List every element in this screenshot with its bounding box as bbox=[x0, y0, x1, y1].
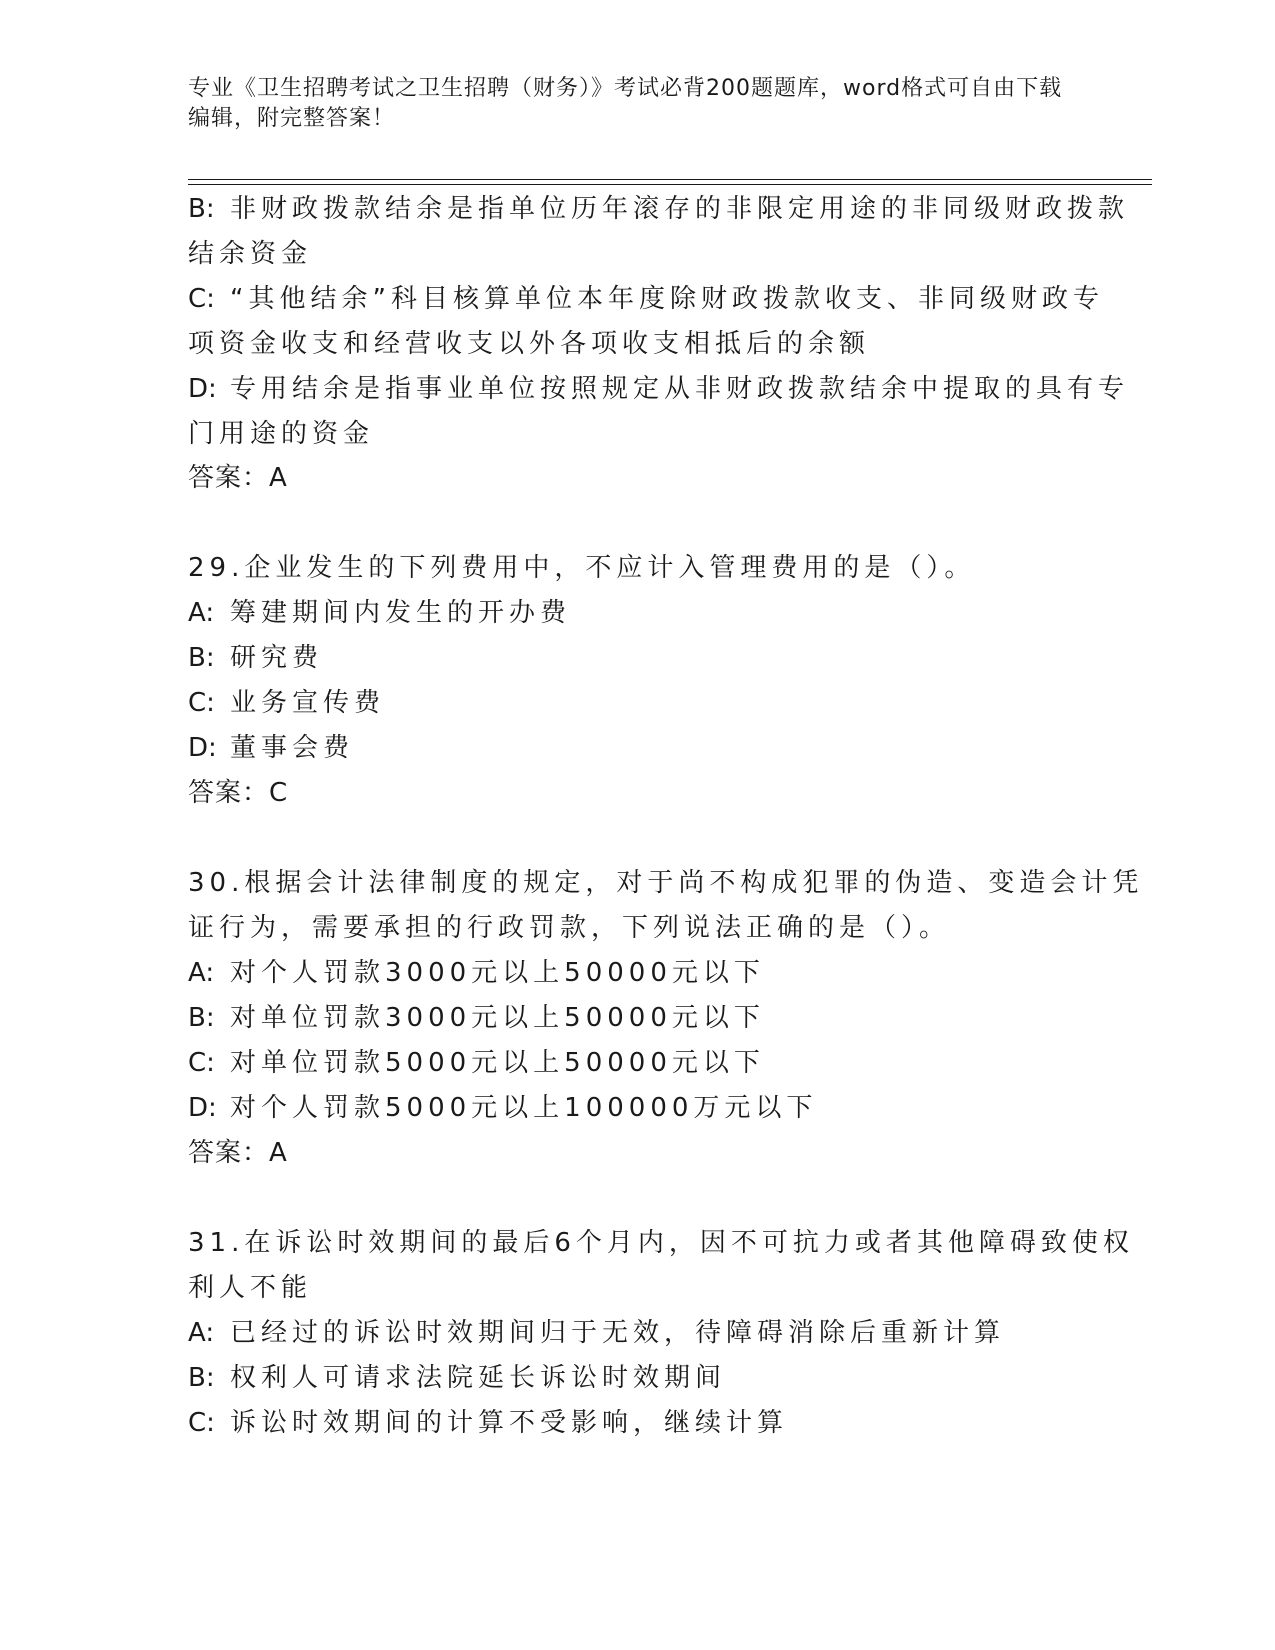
answer-29: 答案：C bbox=[188, 778, 289, 808]
option-label: C: bbox=[188, 688, 215, 718]
question-30-option-c bbox=[188, 1047, 1088, 1079]
option-text: 非财政拨款结余是指单位历年滚存的非限定用途的非同级财政拨款 bbox=[230, 194, 1130, 224]
option-label: C: bbox=[188, 1408, 215, 1438]
question-30-option-b bbox=[188, 1002, 1088, 1034]
option-c-line2: 项资金收支和经营收支以外各项收支相抵后的余额 bbox=[188, 329, 871, 359]
option-text: “其他结余”科目核算单位本年度除财政拨款收支、非同级财政专 bbox=[230, 284, 1104, 314]
question-30-stem-line1: 30.根据会计法律制度的规定，对于尚不构成犯罪的伪造、变造会计凭 bbox=[188, 868, 1144, 898]
answer-30: 答案：A bbox=[188, 1138, 288, 1168]
option-d-line2: 门用途的资金 bbox=[188, 419, 375, 449]
option-label: C: bbox=[188, 1048, 215, 1078]
question-29-option-a bbox=[188, 597, 1088, 629]
question-31-stem-line2: 利人不能 bbox=[188, 1273, 313, 1303]
option-text: 董事会费 bbox=[230, 733, 355, 763]
question-30-stem-line2: 证行为，需要承担的行政罚款，下列说法正确的是（）。 bbox=[188, 913, 951, 943]
option-label: D: bbox=[188, 1093, 217, 1123]
option-text: 对单位罚款5000元以上50000元以下 bbox=[230, 1048, 765, 1078]
option-label: B: bbox=[188, 643, 215, 673]
option-b-line1 bbox=[188, 193, 1130, 225]
header-rule-top bbox=[188, 179, 1152, 180]
question-29-stem: 29.企业发生的下列费用中，不应计入管理费用的是（）。 bbox=[188, 553, 976, 583]
question-31-stem-line1: 31.在诉讼时效期间的最后6个月内，因不可抗力或者其他障碍致使权 bbox=[188, 1228, 1134, 1258]
option-label: D: bbox=[188, 733, 217, 763]
question-29-option-d bbox=[188, 732, 1088, 764]
question-30-option-d bbox=[188, 1092, 1088, 1124]
option-label: D: bbox=[188, 374, 217, 404]
option-c-line1 bbox=[188, 283, 1104, 315]
question-31-option-c bbox=[188, 1407, 1088, 1439]
question-31-option-a bbox=[188, 1317, 1088, 1349]
option-text: 对个人罚款3000元以上50000元以下 bbox=[230, 958, 765, 988]
question-29-option-b bbox=[188, 642, 1088, 674]
option-label: B: bbox=[188, 1003, 215, 1033]
question-29-option-c bbox=[188, 687, 1088, 719]
answer-28: 答案：A bbox=[188, 463, 288, 493]
option-label: A: bbox=[188, 958, 215, 988]
option-text: 权利人可请求法院延长诉讼时效期间 bbox=[230, 1363, 727, 1393]
option-text: 筹建期间内发生的开办费 bbox=[230, 598, 572, 628]
option-b-line2: 结余资金 bbox=[188, 239, 313, 269]
option-label: B: bbox=[188, 1363, 215, 1393]
option-label: A: bbox=[188, 1318, 215, 1348]
option-text: 对单位罚款3000元以上50000元以下 bbox=[230, 1003, 765, 1033]
header-rule-bottom bbox=[188, 184, 1152, 185]
option-text: 研究费 bbox=[230, 643, 324, 673]
option-text: 对个人罚款5000元以上100000万元以下 bbox=[230, 1093, 818, 1123]
question-31-option-b bbox=[188, 1362, 1088, 1394]
option-label: A: bbox=[188, 598, 215, 628]
option-text: 已经过的诉讼时效期间归于无效，待障碍消除后重新计算 bbox=[230, 1318, 1006, 1348]
option-label: B: bbox=[188, 194, 215, 224]
option-text: 诉讼时效期间的计算不受影响，继续计算 bbox=[230, 1408, 789, 1438]
option-text: 业务宣传费 bbox=[230, 688, 386, 718]
option-label: C: bbox=[188, 284, 215, 314]
option-d-line1 bbox=[188, 373, 1130, 405]
option-text: 专用结余是指事业单位按照规定从非财政拨款结余中提取的具有专 bbox=[230, 374, 1130, 404]
question-30-option-a bbox=[188, 957, 1088, 989]
document-header: 专业《卫生招聘考试之卫生招聘（财务）》考试必背200题题库，word格式可自由下载编辑，附完整答案！ bbox=[188, 76, 1063, 131]
